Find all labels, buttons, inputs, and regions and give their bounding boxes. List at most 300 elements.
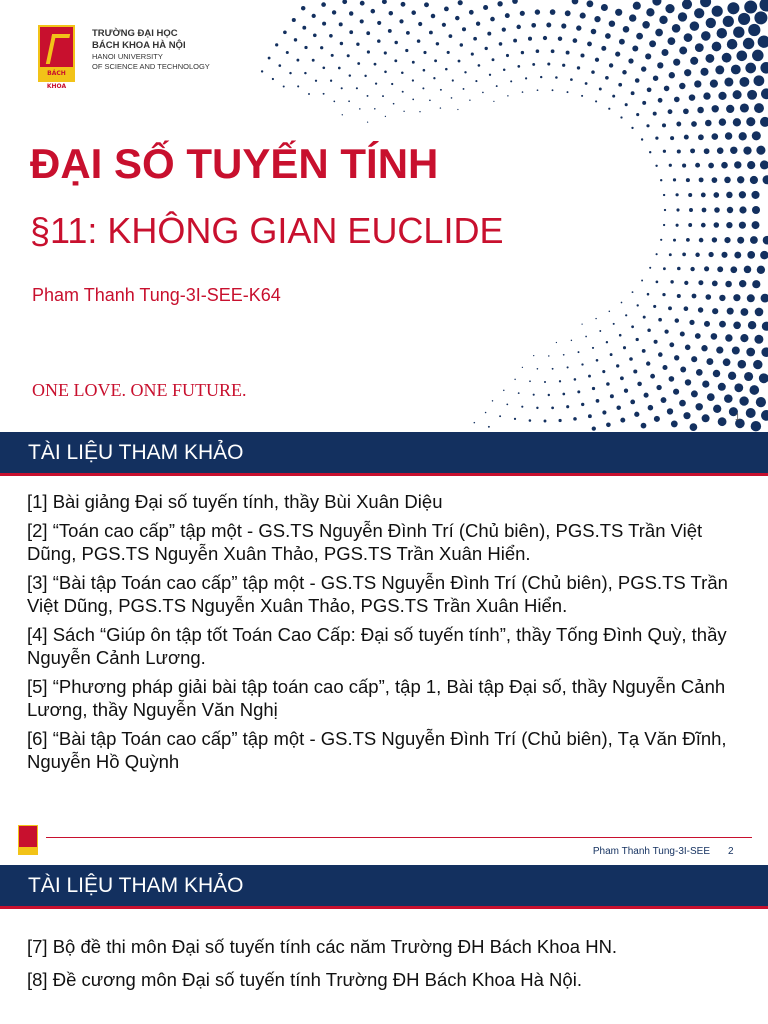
decorative-dot (348, 100, 350, 102)
decorative-dot (631, 91, 635, 95)
decorative-dot (695, 333, 701, 339)
decorative-dot (558, 36, 562, 40)
decorative-dot (521, 406, 523, 408)
decorative-dot (641, 138, 643, 140)
decorative-dot (451, 97, 453, 99)
decorative-dot (739, 396, 748, 405)
decorative-dot (694, 8, 704, 18)
decorative-dot (690, 21, 699, 30)
decorative-dot (750, 236, 758, 244)
decorative-dot (606, 422, 611, 427)
decorative-dot (712, 237, 717, 242)
decorative-dot (726, 192, 732, 198)
decorative-dot (458, 60, 461, 63)
decorative-dot (532, 63, 535, 66)
decorative-dot (690, 423, 698, 431)
decorative-dot (606, 341, 608, 343)
decorative-dot (547, 62, 550, 65)
reference-item: [8] Đề cương môn Đại số tuyến tính Trường ĐH Bách Khoa Hà Nội. (27, 969, 582, 990)
decorative-dot (715, 65, 724, 74)
decorative-dot (734, 383, 743, 392)
decorative-dot (672, 24, 681, 33)
reference-item: [7] Bộ đề thi môn Đại số tuyến tính các năm Trường ĐH Bách Khoa HN. (27, 936, 618, 957)
decorative-dot (402, 91, 404, 93)
decorative-dot (487, 32, 491, 36)
decorative-dot (482, 92, 484, 94)
decorative-dot (473, 37, 477, 41)
university-name (92, 28, 272, 72)
decorative-dot (601, 4, 608, 11)
decorative-dot (717, 147, 724, 154)
decorative-dot (502, 27, 506, 31)
decorative-dot (322, 22, 326, 26)
decorative-dot (620, 418, 625, 423)
decorative-dot (592, 387, 595, 390)
decorative-dot (730, 266, 737, 273)
decorative-dot (701, 223, 706, 228)
decorative-dot (576, 25, 581, 30)
decorative-dot (752, 131, 761, 140)
decorative-dot (750, 176, 758, 184)
decorative-dot (340, 42, 343, 45)
decorative-dot (631, 325, 634, 328)
decorative-dot (642, 101, 646, 105)
decorative-dot (403, 111, 404, 112)
decorative-dot (558, 419, 561, 422)
decorative-dot (341, 87, 343, 89)
decorative-dot (718, 417, 727, 426)
decorative-dot (544, 420, 547, 423)
decorative-dot (740, 334, 748, 342)
decorative-dot (565, 10, 571, 16)
decorative-dot (595, 58, 599, 62)
decorative-dot (712, 6, 723, 17)
decorative-dot (691, 121, 697, 127)
decorative-dot (761, 347, 768, 357)
decorative-dot (503, 390, 504, 391)
decorative-dot (543, 36, 547, 40)
decorative-dot (659, 16, 667, 24)
slide-header (0, 432, 768, 476)
decorative-dot (752, 280, 760, 288)
decorative-dot (728, 372, 736, 380)
decorative-dot (559, 380, 561, 382)
decorative-dot (733, 118, 741, 126)
decorative-dot (748, 24, 760, 36)
decorative-dot (714, 222, 720, 228)
decorative-dot (506, 404, 508, 406)
decorative-dot (339, 22, 343, 26)
reference-item: [3] “Bài tập Toán cao cấp” tập một - GS.TS Nguyễn Đình Trí (Chủ biên), PGS.TS Trần Việt Dũng, PGS.TS Nguyễn Xuân Thảo, PGS.TS Trần Xuân Hiển. (27, 572, 728, 616)
decorative-dot (606, 382, 610, 386)
decorative-dot (712, 42, 722, 52)
decorative-dot (517, 65, 520, 68)
decorative-dot (528, 37, 532, 41)
decorative-dot (595, 100, 597, 102)
decorative-dot (710, 80, 718, 88)
decorative-dot (737, 176, 744, 183)
decorative-dot (689, 320, 694, 325)
decorative-dot (485, 412, 487, 414)
decorative-dot (548, 355, 549, 356)
decorative-dot (670, 136, 674, 140)
decorative-dot (649, 40, 656, 47)
decorative-dot (669, 376, 675, 382)
decorative-dot (763, 175, 768, 184)
decorative-dot (588, 414, 592, 418)
decorative-dot (619, 334, 622, 337)
decorative-dot (708, 163, 714, 169)
decorative-dot (663, 267, 666, 270)
decorative-dot (754, 103, 764, 113)
decorative-dot (726, 105, 734, 113)
decorative-dot (654, 340, 658, 344)
decorative-dot (632, 45, 638, 51)
decorative-dot (658, 352, 663, 357)
decorative-dot (469, 99, 470, 100)
decorative-dot (516, 25, 520, 29)
decorative-dot (586, 0, 593, 7)
decorative-dot (592, 347, 594, 349)
decorative-dot (698, 280, 703, 285)
decorative-dot (349, 30, 353, 34)
decorative-dot (677, 294, 681, 298)
decorative-dot (641, 423, 647, 429)
decorative-dot (712, 105, 719, 112)
decorative-dot (478, 64, 481, 67)
decorative-dot (739, 206, 746, 213)
decorative-dot (692, 294, 697, 299)
decorative-dot (493, 101, 494, 102)
decorative-dot (749, 385, 759, 395)
decorative-dot (567, 366, 569, 368)
decorative-dot (540, 76, 542, 78)
decorative-dot (711, 333, 718, 340)
decorative-dot (758, 36, 768, 48)
decorative-dot (401, 2, 406, 7)
decorative-dot (349, 11, 353, 15)
decorative-dot (739, 132, 747, 140)
decorative-dot (746, 117, 755, 126)
decorative-dot (712, 308, 718, 314)
decorative-dot (562, 64, 565, 67)
decorative-dot (536, 407, 538, 409)
decorative-dot (518, 392, 520, 394)
decorative-dot (581, 363, 583, 365)
decorative-dot (684, 306, 689, 311)
decorative-dot (668, 109, 673, 114)
decorative-dot (761, 294, 768, 303)
decorative-dot (496, 85, 498, 87)
decorative-dot (429, 99, 431, 101)
decorative-dot (708, 252, 713, 257)
decorative-dot (522, 367, 523, 368)
decorative-dot (612, 95, 615, 98)
decorative-dot (662, 293, 665, 296)
university-name-line2: BÁCH KHOA HÀ NỘI (92, 40, 186, 51)
decorative-dot (647, 293, 650, 296)
decorative-dot (701, 31, 711, 41)
decorative-dot (680, 367, 686, 373)
decorative-dot (704, 266, 709, 271)
decorative-dot (566, 51, 570, 55)
decorative-dot (663, 194, 665, 196)
decorative-dot (763, 236, 768, 245)
decorative-dot (342, 114, 343, 115)
decorative-dot (762, 322, 768, 331)
decorative-dot (641, 66, 646, 71)
decorative-dot (734, 161, 741, 168)
decorative-dot (733, 90, 742, 99)
decorative-dot (636, 113, 639, 116)
decorative-dot (633, 2, 641, 10)
decorative-dot (683, 108, 689, 114)
decorative-dot (283, 30, 287, 34)
decorative-dot (682, 253, 686, 257)
decorative-dot (585, 82, 588, 85)
reference-item: [5] “Phương pháp giải bài tập toán cao cấp”, tập 1, Bài tập Đại số, thầy Nguyễn Cảnh Lương, thầy Nguyễn Văn Nghị (27, 676, 726, 720)
decorative-dot (587, 41, 592, 46)
decorative-dot (510, 80, 512, 82)
decorative-dot (705, 120, 712, 127)
decorative-dot (714, 207, 720, 213)
decorative-dot (724, 177, 731, 184)
decorative-dot (596, 359, 599, 362)
decorative-dot (631, 127, 633, 129)
decorative-dot (673, 178, 676, 181)
decorative-dot (591, 70, 595, 74)
decorative-dot (602, 370, 605, 373)
decorative-dot (688, 193, 692, 197)
decorative-dot (520, 11, 525, 16)
decorative-dot (701, 192, 706, 197)
university-name-line3: HANOI UNIVERSITY (92, 52, 163, 61)
decorative-dot (561, 23, 566, 28)
decorative-dot (595, 318, 596, 319)
decorative-dot (374, 108, 376, 110)
decorative-dot (664, 209, 666, 211)
decorative-dot (463, 88, 465, 90)
decorative-dot (315, 80, 317, 82)
decorative-dot (675, 318, 679, 322)
decorative-dot (433, 77, 435, 79)
decorative-dot (570, 78, 573, 81)
decorative-dot (613, 323, 615, 325)
decorative-dot (685, 379, 691, 385)
decorative-dot (469, 10, 474, 15)
decorative-dot (359, 108, 361, 110)
decorative-dot (690, 267, 694, 271)
decorative-dot (601, 46, 606, 51)
decorative-dot (356, 43, 359, 46)
decorative-dot (658, 98, 663, 103)
decorative-dot (455, 16, 459, 20)
decorative-dot (650, 374, 655, 379)
decorative-dot (676, 122, 681, 127)
decorative-dot (759, 0, 768, 12)
title-slide (0, 0, 768, 432)
decorative-dot (706, 18, 716, 28)
decorative-dot (743, 146, 751, 154)
decorative-dot (620, 376, 624, 380)
decorative-dot (673, 389, 679, 395)
decorative-dot (423, 69, 426, 72)
decorative-dot (609, 311, 611, 313)
decorative-dot (727, 207, 733, 213)
decorative-dot (440, 89, 442, 91)
decorative-dot (655, 136, 658, 139)
decorative-dot (533, 355, 534, 356)
decorative-dot (419, 111, 420, 112)
decorative-dot (609, 20, 615, 26)
decorative-dot (705, 294, 711, 300)
decorative-dot (712, 281, 718, 287)
decorative-dot (286, 51, 289, 54)
decorative-dot (662, 365, 667, 370)
decorative-dot (739, 191, 746, 198)
decorative-dot (684, 69, 691, 76)
decorative-dot (691, 356, 697, 362)
decorative-dot (625, 314, 627, 316)
decorative-dot (382, 0, 387, 4)
decorative-dot (739, 280, 746, 287)
decorative-dot (721, 162, 728, 169)
decorative-dot (686, 238, 690, 242)
decorative-dot (707, 393, 715, 401)
decorative-dot (718, 92, 726, 100)
decorative-dot (669, 164, 672, 167)
decorative-dot (377, 39, 381, 43)
decorative-dot (555, 76, 558, 79)
decorative-dot (733, 27, 744, 38)
decorative-dot (760, 160, 768, 169)
decorative-dot (462, 27, 466, 31)
decorative-dot (746, 348, 755, 357)
references-slide (0, 432, 768, 865)
decorative-dot (761, 410, 768, 421)
decorative-dot (726, 222, 732, 228)
decorative-dot (682, 0, 692, 9)
decorative-dot (644, 393, 649, 398)
decorative-dot (364, 75, 366, 77)
decorative-dot (580, 13, 586, 19)
decorative-dot (531, 23, 536, 28)
decorative-dot (417, 39, 421, 43)
decorative-dot (578, 351, 580, 353)
decorative-dot (289, 72, 291, 74)
decorative-dot (702, 414, 710, 422)
decorative-dot (629, 14, 636, 21)
decorative-dot (573, 417, 577, 421)
decorative-dot (552, 89, 554, 91)
decorative-dot (690, 148, 695, 153)
decorative-dot (683, 412, 690, 419)
decorative-dot (458, 0, 463, 5)
decorative-dot (312, 59, 315, 62)
course-title: ĐẠI SỐ TUYẾN TÍNH (30, 140, 439, 187)
decorative-dot (308, 93, 310, 95)
decorative-dot (382, 95, 384, 97)
decorative-dot (322, 66, 325, 69)
decorative-dot (488, 426, 490, 428)
decorative-dot (716, 347, 723, 354)
decorative-dot (418, 22, 422, 26)
decorative-dot (394, 41, 397, 44)
decorative-dot (663, 224, 665, 226)
page-number: 1 (735, 412, 741, 422)
decorative-dot (347, 54, 350, 57)
decorative-dot (760, 62, 768, 74)
decorative-dot (622, 70, 627, 75)
decorative-dot (652, 0, 661, 6)
decorative-dot (676, 224, 679, 227)
decorative-dot (449, 34, 453, 38)
decorative-dot (756, 146, 765, 155)
decorative-dot (512, 0, 518, 4)
decorative-dot (658, 318, 662, 322)
decorative-dot (360, 19, 364, 23)
decorative-dot (572, 0, 579, 4)
decorative-dot (684, 281, 688, 285)
decorative-dot (668, 306, 672, 310)
reference-list (27, 490, 743, 779)
decorative-dot (616, 405, 620, 409)
decorative-dot (529, 380, 531, 382)
decorative-dot (643, 316, 646, 319)
decorative-dot (615, 52, 620, 57)
decorative-dot (574, 378, 577, 381)
reference-list (27, 935, 743, 1001)
slide-header (0, 865, 768, 909)
decorative-dot (656, 253, 658, 255)
decorative-dot (649, 151, 651, 153)
decorative-dot (723, 358, 731, 366)
decorative-dot (679, 83, 685, 89)
reference-item: [6] “Bài tập Toán cao cấp” tập một - GS.TS Nguyễn Đình Trí (Chủ biên), Tạ Văn Đĩnh, Nguyễn Hồ Quỳnh (27, 728, 727, 772)
decorative-dot (736, 50, 747, 61)
footer-divider (46, 837, 752, 838)
decorative-dot (679, 400, 686, 407)
decorative-dot (760, 117, 768, 127)
decorative-dot (747, 161, 755, 169)
decorative-dot (752, 50, 764, 62)
decorative-dot (721, 252, 727, 258)
decorative-dot (744, 372, 753, 381)
decorative-dot (724, 394, 733, 403)
decorative-dot (636, 338, 639, 341)
decorative-dot (754, 11, 767, 24)
decorative-dot (646, 361, 650, 365)
decorative-dot (615, 9, 622, 16)
decorative-dot (723, 16, 734, 27)
decorative-dot (573, 38, 578, 43)
decorative-dot (605, 76, 609, 80)
decorative-dot (642, 21, 650, 29)
decorative-dot (731, 65, 741, 75)
decorative-dot (385, 116, 386, 117)
decorative-dot (725, 132, 732, 139)
decorative-dot (460, 43, 463, 46)
decorative-dot (739, 77, 749, 87)
decorative-dot (684, 135, 689, 140)
decorative-dot (696, 369, 703, 376)
decorative-dot (648, 405, 654, 411)
decorative-dot (599, 88, 602, 91)
decorative-dot (730, 147, 737, 154)
decorative-dot (490, 17, 495, 22)
decorative-dot (275, 43, 278, 46)
decorative-dot (673, 239, 676, 242)
